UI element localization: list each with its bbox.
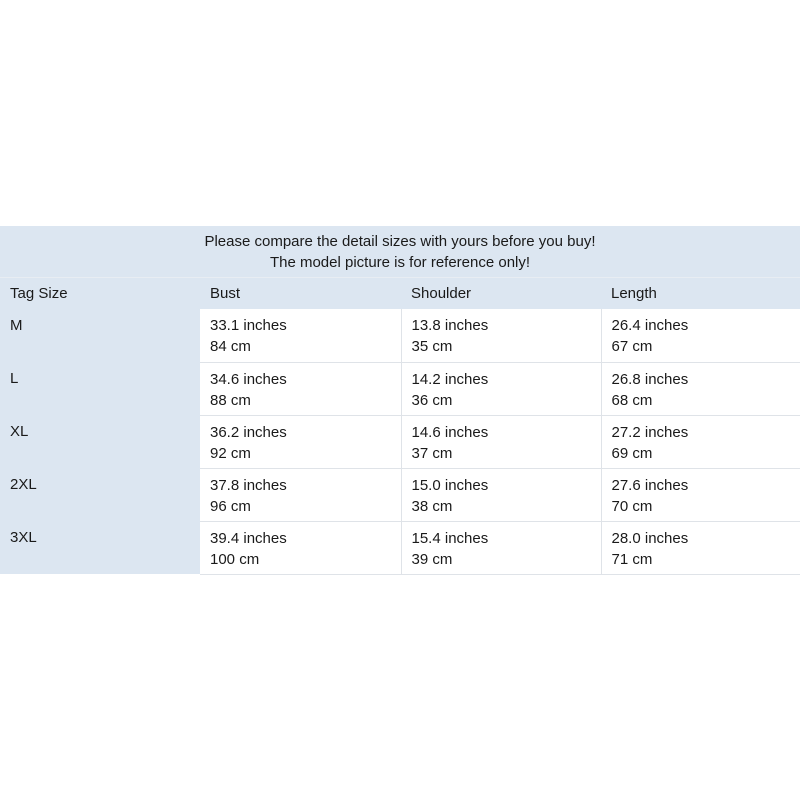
header-shoulder: Shoulder (401, 278, 601, 309)
length-cell (601, 309, 800, 362)
length-inches: 26.8 inches (611, 370, 689, 388)
header-length: Length (601, 278, 800, 309)
length-inches: 27.6 inches (611, 476, 689, 494)
size-table (0, 278, 800, 575)
shoulder-cm: 35 cm (411, 338, 453, 355)
bust-inches: 36.2 inches (210, 423, 287, 441)
shoulder-cm: 38 cm (411, 497, 453, 515)
shoulder-cm: 39 cm (411, 550, 453, 568)
notice-line-2: The model picture is for reference only! (269, 253, 531, 271)
shoulder-inches: 14.2 inches (411, 370, 489, 388)
notice-line-1: Please compare the detail sizes with yours before you buy! (204, 232, 596, 250)
table-header-row (0, 278, 800, 309)
length-cm: 68 cm (611, 391, 653, 409)
table-row (0, 415, 800, 468)
shoulder-inches: 15.4 inches (411, 529, 489, 547)
shoulder-cell (401, 468, 601, 521)
length-cm: 70 cm (611, 497, 653, 515)
bust-inches: 39.4 inches (210, 529, 287, 547)
size-cell: L (0, 362, 200, 415)
bust-inches: 34.6 inches (210, 370, 287, 388)
bust-cm: 96 cm (210, 497, 251, 515)
size-cell: 2XL (0, 468, 200, 521)
length-inches: 27.2 inches (611, 423, 689, 441)
bust-inches: 37.8 inches (210, 476, 287, 494)
shoulder-cell (401, 362, 601, 415)
bust-cell (200, 362, 401, 415)
shoulder-cm: 37 cm (411, 444, 453, 462)
bust-cell (200, 415, 401, 468)
size-cell: XL (0, 415, 200, 468)
length-inches: 26.4 inches (611, 317, 689, 334)
shoulder-cell (401, 309, 601, 362)
bust-cm: 88 cm (210, 391, 251, 409)
bust-cm: 100 cm (210, 550, 260, 568)
size-cell: 3XL (0, 521, 200, 574)
bust-cm: 92 cm (210, 444, 251, 462)
bust-cell (200, 468, 401, 521)
table-row (0, 468, 800, 521)
shoulder-inches: 14.6 inches (411, 423, 489, 441)
shoulder-inches: 15.0 inches (411, 476, 489, 494)
header-bust: Bust (200, 278, 401, 309)
length-cell (601, 415, 800, 468)
table-row (0, 309, 800, 362)
length-cm: 71 cm (611, 550, 653, 568)
bust-cm: 84 cm (210, 338, 251, 355)
size-cell: M (0, 309, 200, 362)
shoulder-inches: 13.8 inches (411, 317, 489, 334)
shoulder-cell (401, 521, 601, 574)
length-cell (601, 521, 800, 574)
length-inches: 28.0 inches (611, 529, 689, 547)
bust-cell (200, 521, 401, 574)
bust-inches: 33.1 inches (210, 317, 287, 334)
length-cell (601, 362, 800, 415)
shoulder-cell (401, 415, 601, 468)
table-row (0, 521, 800, 574)
table-row (0, 362, 800, 415)
shoulder-cm: 36 cm (411, 391, 453, 409)
length-cm: 69 cm (611, 444, 653, 462)
length-cell (601, 468, 800, 521)
size-chart (0, 226, 800, 574)
size-notice (0, 226, 800, 278)
length-cm: 67 cm (611, 338, 653, 355)
bust-cell (200, 309, 401, 362)
header-tag-size: Tag Size (0, 278, 200, 309)
